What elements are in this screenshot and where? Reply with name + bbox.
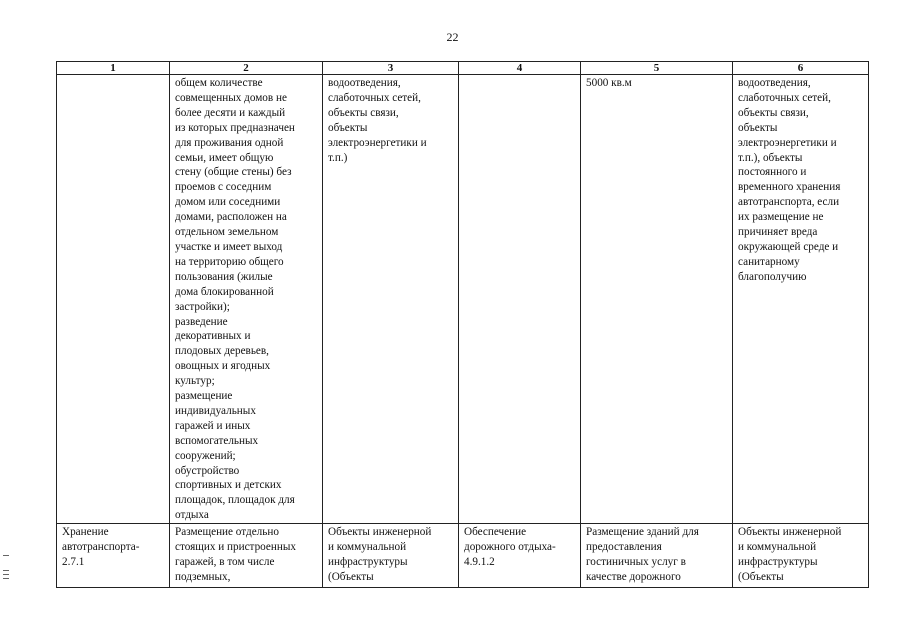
cell-text-line: площадок, площадок для xyxy=(175,494,295,507)
zoning-table xyxy=(56,61,869,588)
margin-mark xyxy=(3,555,9,556)
table-cell xyxy=(459,75,581,524)
cell-text-line: плодовых деревьев, xyxy=(175,345,269,358)
cell-text-line: проемов с соседним xyxy=(175,181,272,194)
cell-text-line: автотранспорта- xyxy=(62,541,140,554)
cell-text-line: т.п.), объекты xyxy=(738,151,803,164)
cell-text-line: причиняет вреда xyxy=(738,226,818,239)
cell-text-line: электроэнергетики и xyxy=(738,136,837,149)
cell-text-line: на территорию общего xyxy=(175,255,284,268)
column-header: 3 xyxy=(323,62,459,75)
table-row xyxy=(57,75,869,524)
column-header: 1 xyxy=(57,62,170,75)
cell-text-line: объекты связи, xyxy=(738,106,809,119)
cell-text-line: Объекты инженерной xyxy=(328,526,432,539)
cell-text-line: дома блокированной xyxy=(175,285,274,298)
cell-text-line: более десяти и каждый xyxy=(175,106,286,119)
cell-text-line: подземных, xyxy=(175,570,231,583)
cell-text-line: инфраструктуры xyxy=(328,556,408,568)
cell-text-line: семьи, имеет общую xyxy=(175,151,274,164)
cell-text-line: обустройство xyxy=(175,464,240,477)
cell-text-line: объекты xyxy=(738,121,778,134)
cell-text-line: 4.9.1.2 xyxy=(464,556,495,568)
cell-text-line: сооружений; xyxy=(175,449,236,462)
cell-text-line: автотранспорта, если xyxy=(738,196,840,209)
cell-text-line: отдельном земельном xyxy=(175,226,279,239)
cell-text-line: застройки); xyxy=(175,300,230,313)
cell-text-line: предоставления xyxy=(586,541,662,554)
cell-text-line: вспомогательных xyxy=(175,434,259,447)
table-cell xyxy=(733,524,869,588)
table-cell xyxy=(733,75,869,524)
table-cell xyxy=(57,524,170,588)
cell-text-line: Хранение xyxy=(62,526,109,539)
cell-text-line: домами, расположен на xyxy=(175,211,287,224)
cell-text-line: слаботочных сетей, xyxy=(738,91,831,104)
cell-text-line: Обеспечение xyxy=(464,526,527,539)
cell-text-line: совмещенных домов не xyxy=(175,91,287,104)
cell-text-line: разведение xyxy=(175,315,228,328)
cell-text-line: постоянного и xyxy=(738,166,807,179)
cell-text-line: слаботочных сетей, xyxy=(328,91,421,104)
cell-text-line: и коммунальной xyxy=(738,541,817,554)
cell-text-line: гаражей, в том числе xyxy=(175,556,275,568)
table-cell xyxy=(581,75,733,524)
margin-mark xyxy=(3,578,9,579)
table-cell xyxy=(57,75,170,524)
cell-text-line: объекты связи, xyxy=(328,106,399,119)
cell-text-line: размещение xyxy=(175,390,233,403)
table-cell xyxy=(323,524,459,588)
column-header: 6 xyxy=(733,62,869,75)
cell-text-line: т.п.) xyxy=(328,151,348,164)
cell-text-line: стену (общие стены) без xyxy=(175,166,292,179)
cell-text-line: благополучию xyxy=(738,270,807,283)
cell-text-line: спортивных и детских xyxy=(175,479,282,492)
cell-text-line: гостиничных услуг в xyxy=(586,556,686,568)
cell-text-line: стоящих и пристроенных xyxy=(175,541,296,554)
cell-text-line: общем количестве xyxy=(175,77,263,89)
cell-text-line: временного хранения xyxy=(738,181,841,194)
cell-text-line: для проживания одной xyxy=(175,136,284,149)
table-row xyxy=(57,524,869,588)
table-header-row xyxy=(57,62,869,75)
cell-text-line: участке и имеет выход xyxy=(175,240,283,253)
cell-text-line: Размещение зданий для xyxy=(586,526,699,539)
cell-text-line: их размещение не xyxy=(738,211,824,224)
cell-text-line: объекты xyxy=(328,121,368,134)
cell-text-line: пользования (жилые xyxy=(175,270,273,283)
cell-text-line: водоотведения, xyxy=(738,77,811,89)
cell-text-line: культур; xyxy=(175,375,215,388)
cell-text-line: домом или соседними xyxy=(175,196,281,209)
cell-text-line: Объекты инженерной xyxy=(738,526,842,539)
margin-mark xyxy=(3,574,9,575)
margin-mark xyxy=(3,570,9,571)
cell-text-line: инфраструктуры xyxy=(738,556,818,568)
table-cell xyxy=(323,75,459,524)
cell-text-line: Размещение отдельно xyxy=(175,526,279,539)
cell-text-line: (Объекты xyxy=(328,570,374,583)
cell-text-line: санитарному xyxy=(738,255,800,268)
table-cell xyxy=(170,524,323,588)
cell-text-line: водоотведения, xyxy=(328,77,401,89)
column-header: 5 xyxy=(581,62,733,75)
cell-text-line: овощных и ягодных xyxy=(175,360,271,373)
cell-text-line: (Объекты xyxy=(738,570,784,583)
column-header: 4 xyxy=(459,62,581,75)
cell-text-line: электроэнергетики и xyxy=(328,136,427,149)
cell-text-line: 2.7.1 xyxy=(62,556,85,568)
cell-text-line: 5000 кв.м xyxy=(586,77,632,89)
cell-text-line: дорожного отдыха- xyxy=(464,541,556,554)
page-number: 22 xyxy=(446,30,459,44)
cell-text-line: гаражей и иных xyxy=(175,419,251,432)
cell-text-line: и коммунальной xyxy=(328,541,407,554)
column-header: 2 xyxy=(170,62,323,75)
table-cell xyxy=(581,524,733,588)
cell-text-line: окружающей среде и xyxy=(738,240,839,253)
cell-text-line: индивидуальных xyxy=(175,404,256,417)
cell-text-line: качестве дорожного xyxy=(586,570,681,583)
table-cell xyxy=(170,75,323,524)
cell-text-line: из которых предназначен xyxy=(175,121,295,134)
cell-text-line: декоративных и xyxy=(175,330,251,343)
cell-text-line: отдыха xyxy=(175,509,209,522)
table-cell xyxy=(459,524,581,588)
